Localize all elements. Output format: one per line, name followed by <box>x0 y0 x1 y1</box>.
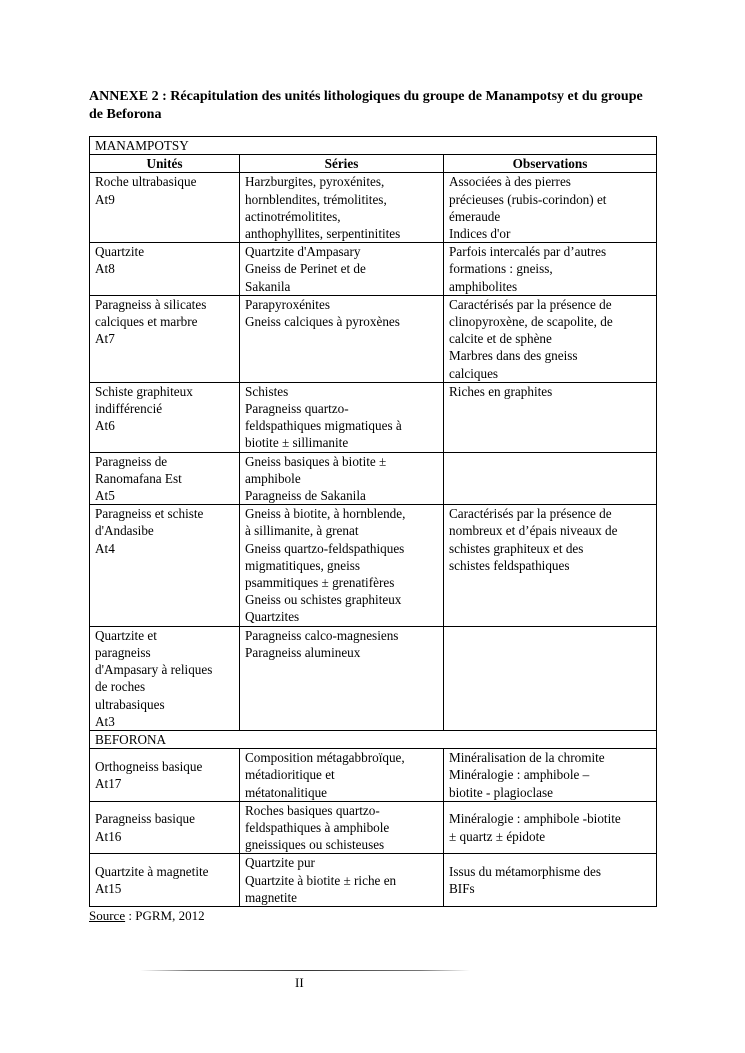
cell-line: Harzburgites, pyroxénites, <box>245 174 385 190</box>
cell-line: Parfois intercalés par d’autres <box>449 244 607 260</box>
observations-cell <box>444 173 657 243</box>
group-label: BEFORONA <box>90 730 657 748</box>
cell-line: ± quartz ± épidote <box>449 828 546 844</box>
cell-line: Issus du métamorphisme des <box>449 863 602 879</box>
cell-line: actinotrémolitites, <box>245 208 341 224</box>
cell-line: At16 <box>95 828 122 844</box>
cell-line: Schiste graphiteux <box>95 383 193 399</box>
cell-line: Parapyroxénites <box>245 296 330 312</box>
series-cell <box>240 295 444 382</box>
cell-line: Paragneiss et schiste <box>95 506 204 522</box>
unit-cell <box>90 243 240 296</box>
table-row <box>90 854 657 907</box>
observations-cell <box>444 452 657 505</box>
observations-cell <box>444 801 657 854</box>
cell-line: At6 <box>95 418 115 434</box>
cell-line: At15 <box>95 881 122 897</box>
series-cell <box>240 801 444 854</box>
cell-line: Quartzites <box>245 609 300 625</box>
cell-line: Paragneiss calco-magnesiens <box>245 627 399 643</box>
cell-line: feldspathiques à amphibole <box>245 819 390 835</box>
table-row <box>90 382 657 452</box>
cell-line: Gneiss à biotite, à hornblende, <box>245 506 406 522</box>
cell-line: biotite - plagioclase <box>449 784 553 800</box>
cell-line: At7 <box>95 331 115 347</box>
cell-line: Gneiss quartzo-feldspathiques <box>245 540 405 556</box>
cell-line: Composition métagabbroïque, <box>245 750 405 766</box>
cell-line: Quartzite à biotite ± riche en <box>245 872 397 888</box>
cell-line: hornblendites, trémolitites, <box>245 191 387 207</box>
series-cell <box>240 854 444 907</box>
series-cell <box>240 173 444 243</box>
group-label: MANAMPOTSY <box>90 137 657 155</box>
cell-line: Ranomafana Est <box>95 470 182 486</box>
unit-cell <box>90 295 240 382</box>
series-cell <box>240 452 444 505</box>
cell-line: de roches <box>95 679 146 695</box>
cell-line: d'Ampasary à reliques <box>95 662 213 678</box>
footer-divider <box>140 970 470 971</box>
cell-line: At9 <box>95 191 115 207</box>
cell-line: Quartzite <box>95 244 145 260</box>
table-row <box>90 173 657 243</box>
series-cell <box>240 243 444 296</box>
cell-line: calciques <box>449 365 499 381</box>
cell-line: At5 <box>95 488 115 504</box>
table-row <box>90 801 657 854</box>
cell-line: Quartzite pur <box>245 855 315 871</box>
cell-line: Caractérisés par la présence de <box>449 296 612 312</box>
cell-line: Gneiss calciques à pyroxènes <box>245 314 400 330</box>
series-cell <box>240 505 444 626</box>
unit-cell <box>90 626 240 730</box>
series-cell <box>240 749 444 802</box>
cell-line: Quartzite d'Ampasary <box>245 244 361 260</box>
cell-line: à sillimanite, à grenat <box>245 523 359 539</box>
table-row <box>90 505 657 626</box>
cell-line: calcite et de sphène <box>449 331 552 347</box>
unit-cell <box>90 854 240 907</box>
cell-line: Paragneiss alumineux <box>245 644 361 660</box>
observations-cell <box>444 749 657 802</box>
unit-cell <box>90 749 240 802</box>
series-cell <box>240 626 444 730</box>
cell-line: BIFs <box>449 881 475 897</box>
cell-line: biotite ± sillimanite <box>245 435 349 451</box>
group-row-manampotsy <box>90 137 657 155</box>
cell-line: magnetite <box>245 889 297 905</box>
cell-line: psammitiques ± grenatifères <box>245 575 395 591</box>
cell-line: Quartzite à magnetite <box>95 863 209 879</box>
cell-line: feldspathiques migmatiques à <box>245 418 402 434</box>
cell-line: migmatitiques, gneiss <box>245 557 361 573</box>
cell-line: Roches basiques quartzo- <box>245 802 380 818</box>
observations-cell <box>444 243 657 296</box>
cell-line: Roche ultrabasique <box>95 174 197 190</box>
observations-cell <box>444 295 657 382</box>
unit-cell <box>90 173 240 243</box>
header-row <box>90 155 657 173</box>
cell-line: calciques et marbre <box>95 314 198 330</box>
cell-line: Minéralisation de la chromite <box>449 750 605 766</box>
column-header-series: Séries <box>240 155 444 173</box>
group-row-beforona <box>90 730 657 748</box>
cell-line: paragneiss <box>95 644 151 660</box>
cell-line: Riches en graphites <box>449 383 553 399</box>
cell-line: formations : gneiss, <box>449 261 553 277</box>
cell-line: schistes graphiteux et des <box>449 540 584 556</box>
unit-cell <box>90 382 240 452</box>
cell-line: At4 <box>95 540 115 556</box>
cell-line: ultrabasiques <box>95 696 165 712</box>
cell-line: anthophyllites, serpentinitites <box>245 226 401 242</box>
unit-cell <box>90 801 240 854</box>
cell-line: métatonalitique <box>245 784 328 800</box>
cell-line: Paragneiss de <box>95 453 168 469</box>
table-row <box>90 626 657 730</box>
cell-line: amphibolites <box>449 278 518 294</box>
cell-line: Associées à des pierres <box>449 174 571 190</box>
lithology-table <box>89 136 657 907</box>
cell-line: Minéralogie : amphibole – <box>449 767 590 783</box>
source-label: Source <box>89 908 126 923</box>
cell-line: At8 <box>95 261 115 277</box>
table-row <box>90 749 657 802</box>
column-header-observations: Observations <box>444 155 657 173</box>
cell-line: schistes feldspathiques <box>449 557 570 573</box>
cell-line: Minéralogie : amphibole -biotite <box>449 811 621 827</box>
cell-line: précieuses (rubis-corindon) et <box>449 191 607 207</box>
cell-line: Paragneiss basique <box>95 811 195 827</box>
cell-line: métadioritique et <box>245 767 335 783</box>
observations-cell <box>444 626 657 730</box>
observations-cell <box>444 854 657 907</box>
cell-line: Paragneiss quartzo- <box>245 401 349 417</box>
cell-line: Gneiss basiques à biotite ± <box>245 453 387 469</box>
cell-line: émeraude <box>449 208 501 224</box>
cell-line: Quartzite et <box>95 627 157 643</box>
table-row <box>90 295 657 382</box>
table-row <box>90 452 657 505</box>
cell-line: Paragneiss de Sakanila <box>245 488 366 504</box>
cell-line: gneissiques ou schisteuses <box>245 837 385 853</box>
cell-line: clinopyroxène, de scapolite, de <box>449 314 613 330</box>
cell-line: indifférencié <box>95 401 163 417</box>
observations-cell <box>444 382 657 452</box>
unit-cell <box>90 452 240 505</box>
cell-line: Schistes <box>245 383 289 399</box>
cell-line: Orthogneiss basique <box>95 758 203 774</box>
cell-line: Paragneiss à silicates <box>95 296 207 312</box>
cell-line: Caractérisés par la présence de <box>449 506 612 522</box>
cell-line: At17 <box>95 775 122 791</box>
cell-line: Gneiss de Perinet et de <box>245 261 366 277</box>
annex-title: ANNEXE 2 : Récapitulation des unités lithologiques du groupe de Manampotsy et du groupe de Beforona <box>89 89 643 122</box>
table-row <box>90 243 657 296</box>
source-note <box>89 908 205 924</box>
cell-line: Marbres dans des gneiss <box>449 348 578 364</box>
series-cell <box>240 382 444 452</box>
column-header-units: Unités <box>90 155 240 173</box>
observations-cell <box>444 505 657 626</box>
cell-line: At3 <box>95 713 115 729</box>
cell-line: Indices d'or <box>449 226 511 242</box>
cell-line: nombreux et d’épais niveaux de <box>449 523 618 539</box>
cell-line: amphibole <box>245 470 301 486</box>
cell-line: Sakanila <box>245 278 291 294</box>
source-text: : PGRM, 2012 <box>125 908 205 923</box>
page-number: II <box>295 975 304 990</box>
unit-cell <box>90 505 240 626</box>
cell-line: d'Andasibe <box>95 523 154 539</box>
cell-line: Gneiss ou schistes graphiteux <box>245 592 402 608</box>
